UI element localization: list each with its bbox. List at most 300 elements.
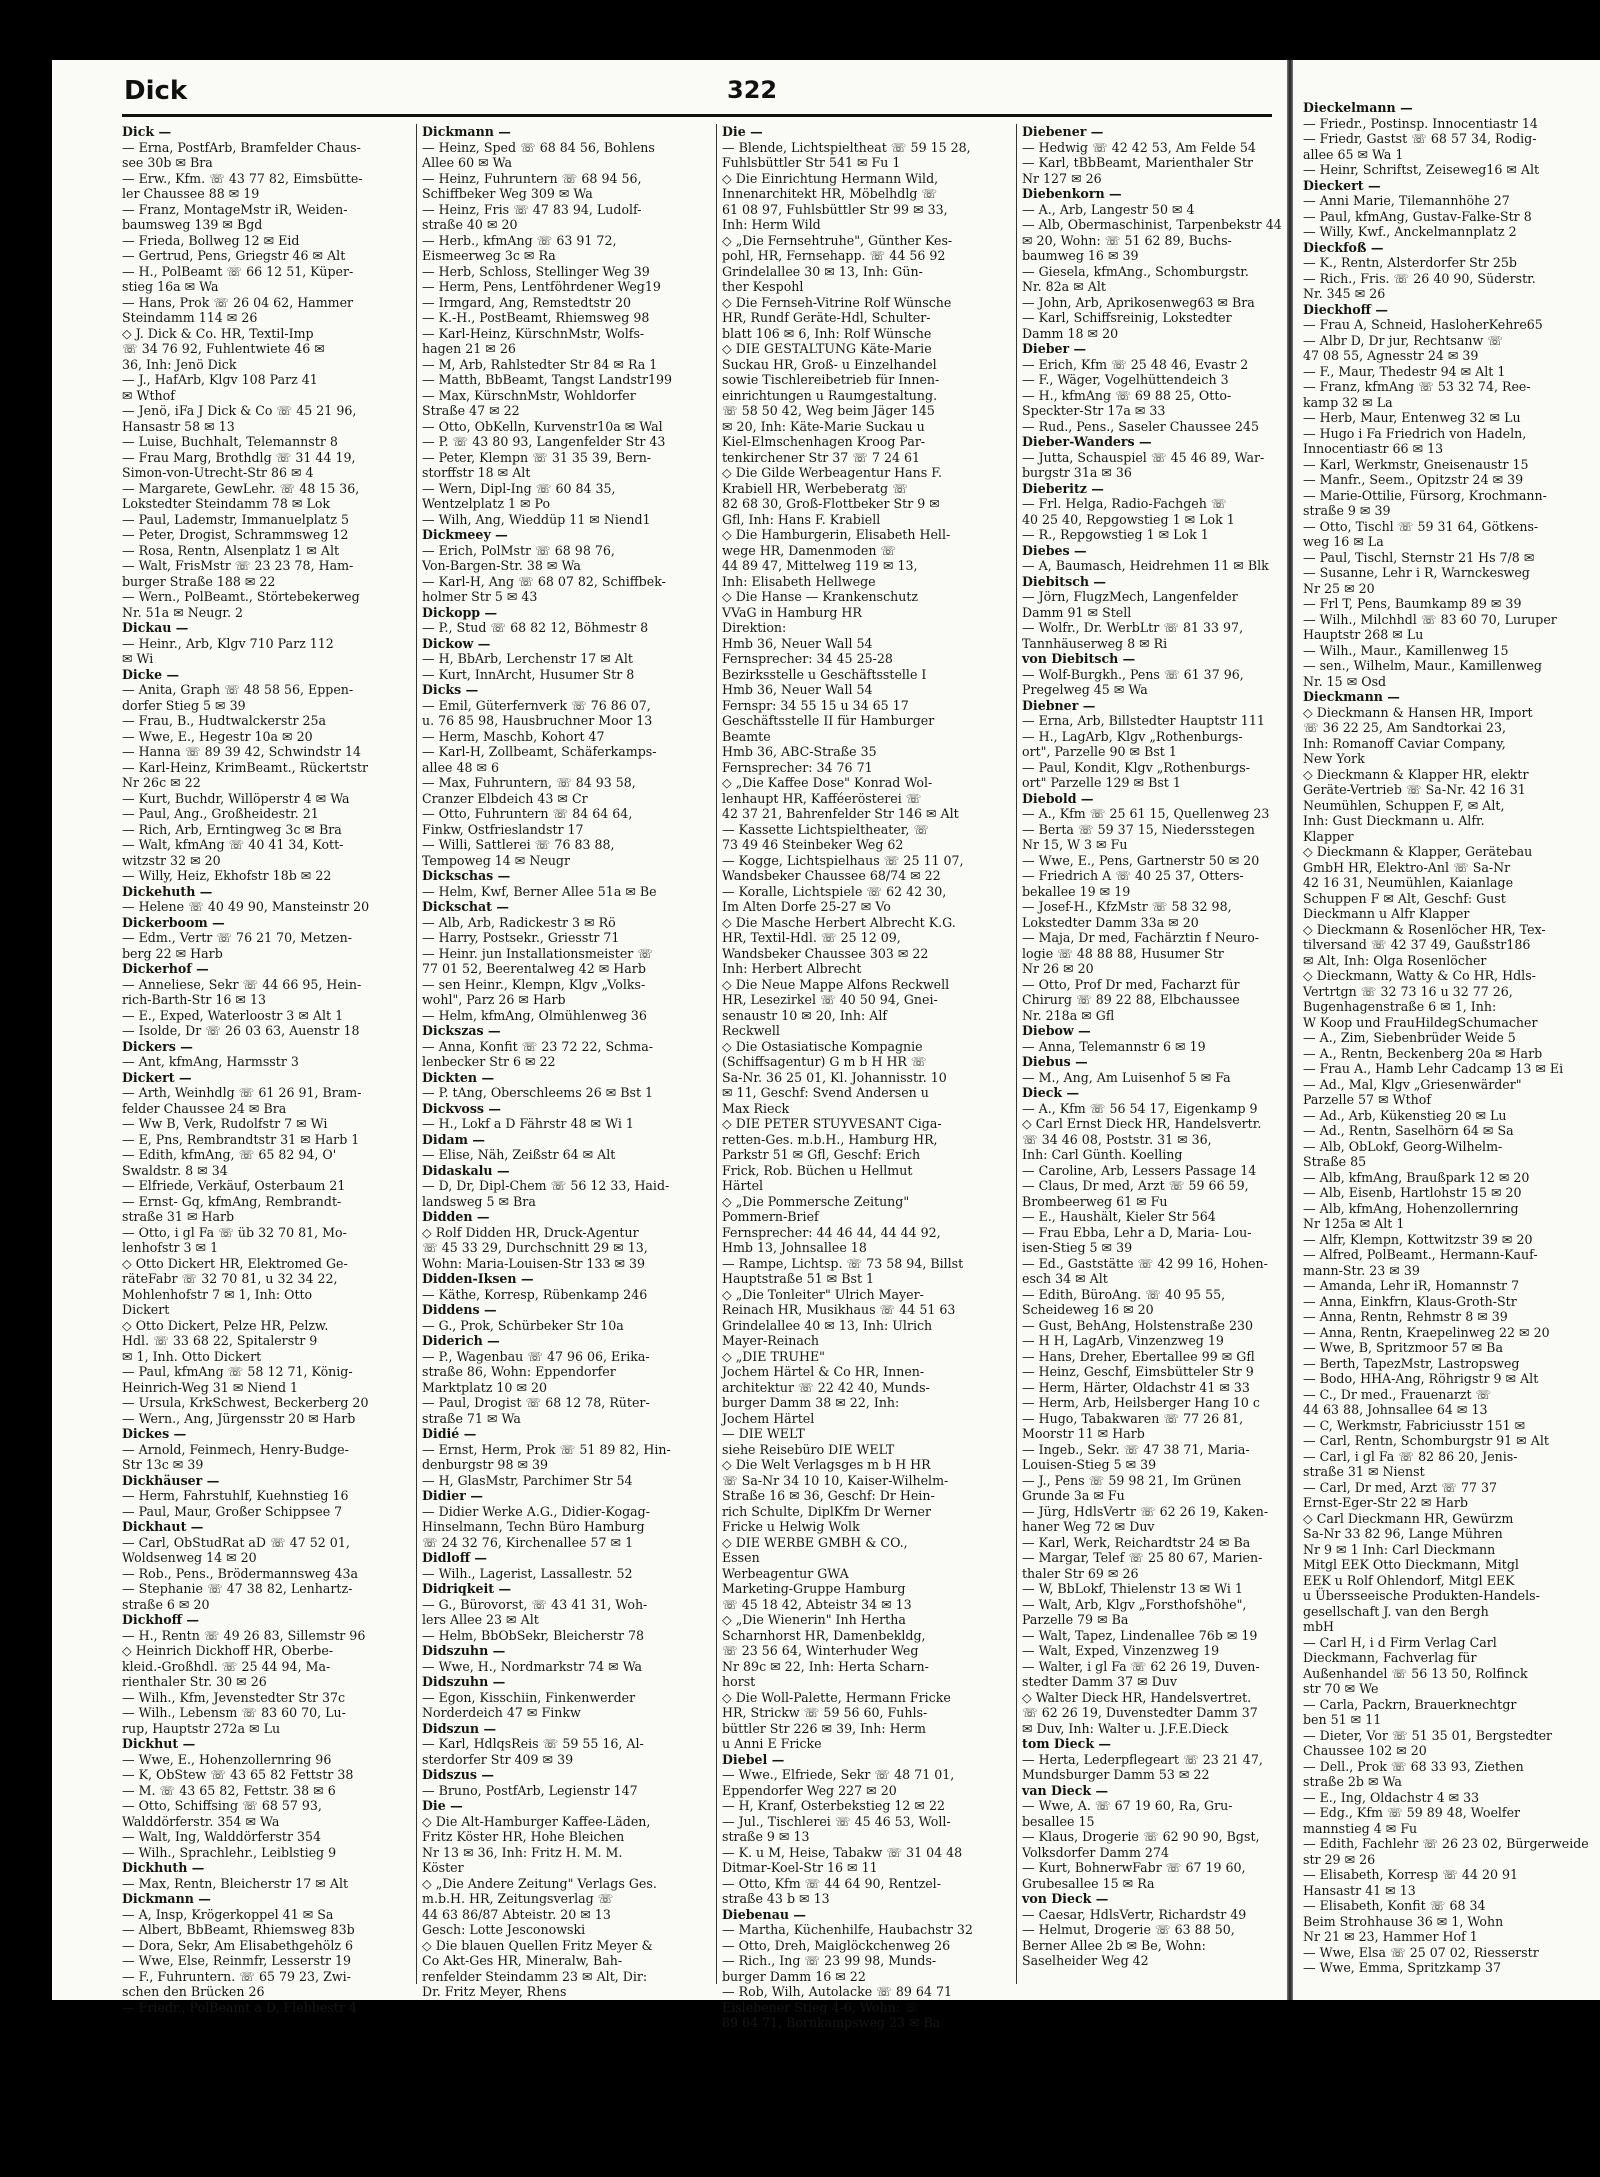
directory-line: ◇ Die Fernseh-Vitrine Rolf Wünsche xyxy=(722,294,952,310)
directory-line: ☏ 23 56 64, Winterhuder Weg xyxy=(722,1643,919,1658)
directory-line: tom Dieck — xyxy=(1022,1736,1112,1751)
directory-line: ther Kespohl xyxy=(722,279,804,294)
directory-line: lenhofstr 3 ✉ 1 xyxy=(122,1240,219,1255)
directory-line: GmbH HR, Elektro-Anl ☏ Sa-Nr xyxy=(1303,859,1511,875)
directory-line: — Otto, Tischl ☏ 59 31 64, Götkens- xyxy=(1303,518,1539,534)
directory-line: — Rich, Arb, Erntingweg 3c ✉ Bra xyxy=(122,821,342,837)
directory-line: horst xyxy=(722,1674,756,1689)
directory-line: EEK u Rolf Ohlendorf, Mitgl EEK xyxy=(1303,1572,1515,1588)
directory-line: hagen 21 ✉ 26 xyxy=(422,341,516,356)
directory-line: — F., Maur, Thedestr 94 ✉ Alt 1 xyxy=(1303,363,1506,379)
directory-line: — A., Kfm ☏ 56 54 17, Eigenkamp 9 xyxy=(1022,1100,1258,1116)
directory-line: — Frau A., Hamb Lehr Cadcamp 13 ✉ Ei xyxy=(1303,1061,1564,1076)
directory-line: — Wern., PolBeamt., Störtebekerweg xyxy=(122,589,360,604)
directory-line: Wentzelplatz 1 ✉ Po xyxy=(422,496,551,511)
directory-line: Inh: Romanoff Caviar Company, xyxy=(1303,735,1506,751)
directory-line: — Rich., Ing ☏ 23 99 98, Munds- xyxy=(722,1953,937,1968)
directory-line: 42 16 31, Neumühlen, Kaianlage xyxy=(1303,875,1514,890)
directory-line: Dickmann — xyxy=(122,1891,211,1906)
directory-line: — Egon, Kisschiin, Finkenwerder xyxy=(422,1689,636,1705)
directory-line: Dickszas — xyxy=(422,1023,501,1038)
directory-line: — Erw., Kfm. ☏ 43 77 82, Eimsbütte- xyxy=(122,170,363,186)
directory-line: — Frau A, Schneid, HasloherKehre65 xyxy=(1303,317,1543,332)
directory-line: Brombeerweg 61 ✉ Fu xyxy=(1022,1193,1168,1209)
directory-line: Dickhuth — xyxy=(122,1860,205,1875)
directory-line: — Helm, kfmAng, Olmühlenweg 36 xyxy=(422,1007,647,1023)
directory-line: — Willy, Kwf., Anckelmannplatz 2 xyxy=(1303,224,1517,239)
directory-line: ◇ Rolf Didden HR, Druck-Agentur xyxy=(422,1224,639,1240)
directory-line: Fernsprecher: 34 45 25-28 xyxy=(722,651,893,666)
directory-line: ◇ Die Einrichtung Hermann Wild, xyxy=(722,170,939,186)
directory-line: ☏ 34 76 92, Fuhlentwiete 46 ✉ xyxy=(122,341,325,356)
directory-line: ◇ Dieckmann & Rosenlöcher HR, Tex- xyxy=(1303,921,1546,937)
directory-line: Vertrtgn ☏ 32 73 16 u 32 77 26, xyxy=(1303,983,1513,999)
directory-line: — Wolfr., Dr. WerbLtr ☏ 81 33 97, xyxy=(1022,620,1244,635)
directory-line: — E., Exped, Waterloostr 3 ✉ Alt 1 xyxy=(122,1007,344,1023)
directory-line: ◇ „Die Tonleiter" Ulrich Mayer- xyxy=(722,1286,924,1302)
directory-line: Nr 13 ✉ 36, Inh: Fritz H. M. M. xyxy=(422,1844,623,1860)
directory-line: ◇ Die Woll-Palette, Hermann Fricke xyxy=(722,1689,951,1705)
directory-line: — Wwe., Elfriede, Sekr ☏ 48 71 01, xyxy=(722,1767,955,1782)
directory-line: — P., Stud ☏ 68 82 12, Böhmestr 8 xyxy=(422,620,649,635)
directory-line: — Ad., Rentn, Saselhörn 64 ✉ Sa xyxy=(1303,1123,1514,1138)
directory-line: architektur ☏ 22 42 40, Munds- xyxy=(722,1379,930,1395)
directory-line: — Willi, Sattlerei ☏ 76 83 88, xyxy=(422,837,615,852)
directory-line: — Friedr, Gastst ☏ 68 57 34, Rodig- xyxy=(1303,131,1537,146)
directory-line: — Otto, Schiffsing ☏ 68 57 93, xyxy=(122,1798,322,1813)
directory-line: Didloff — xyxy=(422,1550,488,1565)
directory-line: Neumühlen, Schuppen F, ✉ Alt, xyxy=(1303,797,1505,813)
directory-line: einrichtungen u Raumgestaltung. xyxy=(722,387,938,403)
directory-line: bekallee 19 ✉ 19 xyxy=(1022,883,1131,899)
directory-line: — Maja, Dr med, Fachärztin f Neuro- xyxy=(1022,930,1260,945)
directory-line: — sen., Wilhelm, Maur., Kamillenweg xyxy=(1303,658,1542,673)
directory-line: Pregelweg 45 ✉ Wa xyxy=(1022,682,1148,697)
directory-line: — Caesar, HdlsVertr, Richardstr 49 xyxy=(1022,1906,1247,1922)
directory-line: Gfl, Inh: Hans F. Krabiell xyxy=(722,511,881,527)
directory-line: — Kassette Lichtspieltheater, ☏ xyxy=(722,821,930,837)
directory-line: — Rosa, Rentn, Alsenplatz 1 ✉ Alt xyxy=(122,542,340,558)
directory-line: — Otto, Dreh, Maiglöckchenweg 26 xyxy=(722,1937,951,1953)
directory-line: — Karl-Heinz, KürschnMstr, Wolfs- xyxy=(422,325,645,341)
directory-line: ☏ Sa-Nr 34 10 10, Kaiser-Wilhelm- xyxy=(722,1472,949,1488)
directory-line: Wandsbeker Chaussee 68/74 ✉ 22 xyxy=(722,868,941,883)
directory-line: ☏ 24 32 76, Kirchenallee 57 ✉ 1 xyxy=(422,1534,634,1550)
directory-line: Jochem Härtel xyxy=(722,1410,815,1426)
directory-line: — Wwe, A. ☏ 67 19 60, Ra, Gru- xyxy=(1022,1798,1233,1813)
directory-line: Dickow — xyxy=(422,635,491,651)
directory-line: mannstieg 4 ✉ Fu xyxy=(1303,1820,1418,1836)
directory-line: 44 89 47, Mittelweg 119 ✉ 13, xyxy=(722,558,918,573)
directory-line: — Erna, PostfArb, Bramfelder Chaus- xyxy=(122,139,361,155)
directory-line: Scheideweg 16 ✉ 20 xyxy=(1022,1302,1154,1317)
directory-line: — Helene ☏ 40 49 90, Mansteinstr 20 xyxy=(122,899,370,914)
directory-line: Köster xyxy=(422,1860,464,1875)
directory-line: Dickehuth — xyxy=(122,883,213,899)
directory-line: Fritz Köster HR, Hohe Bleichen xyxy=(422,1829,625,1844)
directory-line: — Walt, FrisMstr ☏ 23 23 78, Ham- xyxy=(122,558,354,573)
directory-line: — Wwe, Emma, Spritzkamp 37 xyxy=(1303,1960,1501,1975)
book-page-left xyxy=(52,60,1287,2030)
directory-line: — F., Fuhruntern. ☏ 65 79 23, Zwi- xyxy=(122,1968,351,1984)
directory-line: denburgstr 98 ✉ 39 xyxy=(422,1457,549,1472)
directory-line: — Alb, kfmAng, Braußpark 12 ✉ 20 xyxy=(1303,1169,1530,1185)
directory-line: ◇ DIE GESTALTUNG Käte-Marie xyxy=(722,341,932,356)
directory-line: — Otto, ObKelln, Kurvenstr10a ✉ Wal xyxy=(422,418,663,434)
directory-line: Inh: Carl Günth. Koelling xyxy=(1022,1147,1183,1162)
directory-line: — Bodo, HHA-Ang, Röhrigstr 9 ✉ Alt xyxy=(1303,1371,1539,1386)
directory-line: weg 16 ✉ La xyxy=(1303,534,1384,549)
directory-line: — C, Werkmstr, Fabriciusstr 151 ✉ xyxy=(1303,1417,1526,1433)
directory-line: Dickmann — xyxy=(422,124,511,139)
directory-line: — A., Arb, Langestr 50 ✉ 4 xyxy=(1022,201,1195,217)
directory-line: — Paul, Tischl, Sternstr 21 Hs 7/8 ✉ xyxy=(1303,549,1535,565)
directory-line: Cranzer Elbdeich 43 ✉ Cr xyxy=(422,790,588,806)
directory-line: — Wwe, E., Hegestr 10a ✉ 20 xyxy=(122,728,313,744)
directory-line: — Alb, ObLokf, Georg-Wilhelm- xyxy=(1303,1138,1503,1154)
directory-line: mbH xyxy=(1303,1619,1334,1634)
directory-line: — Jürg, HdlsVertr ☏ 62 26 19, Kaken- xyxy=(1022,1503,1269,1519)
directory-line: ◇ Die Masche Herbert Albrecht K.G. xyxy=(722,914,956,930)
directory-line: — Herb, Schloss, Stellinger Weg 39 xyxy=(422,263,650,279)
directory-line: ☏ 36 22 25, Am Sandtorkai 23, xyxy=(1303,720,1507,735)
directory-line: — Alfr, Klempn, Kottwitzstr 39 ✉ 20 xyxy=(1303,1231,1533,1247)
directory-line: stieg 16a ✉ Wa xyxy=(122,279,219,294)
directory-line: räteFabr ☏ 32 70 81, u 32 34 22, xyxy=(122,1271,338,1286)
directory-line: Nr. 345 ✉ 26 xyxy=(1303,286,1386,301)
directory-line: — E, Pns, Rembrandtstr 31 ✉ Harb 1 xyxy=(122,1131,360,1147)
directory-line: str 70 ✉ We xyxy=(1303,1681,1379,1696)
directory-line: Speckter-Str 17a ✉ 33 xyxy=(1022,403,1166,418)
directory-line: esch 34 ✉ Alt xyxy=(1022,1271,1108,1286)
directory-line: — Ad., Mal, Klgv „Griesenwärder" xyxy=(1303,1076,1522,1092)
directory-line: Inh: Herbert Albrecht xyxy=(722,961,862,976)
directory-line: — Alb, kfmAng, Hohenzollernring xyxy=(1303,1200,1519,1216)
directory-line: — Rud., Pens., Saseler Chaussee 245 xyxy=(1022,418,1259,434)
directory-line: u. 76 85 98, Hausbruchner Moor 13 xyxy=(422,713,653,728)
directory-line: 73 49 46 Steinbeker Weg 62 xyxy=(722,837,904,852)
directory-line: — Edith, Fachlehr ☏ 26 23 02, Bürgerweide xyxy=(1303,1836,1589,1851)
directory-line: blatt 106 ✉ 6, Inh: Rolf Wünsche xyxy=(722,325,932,341)
directory-line: ort", Parzelle 90 ✉ Bst 1 xyxy=(1022,744,1177,759)
directory-line: — Wwe, H., Nordmarkstr 74 ✉ Wa xyxy=(422,1658,643,1674)
directory-line: — sen Heinr., Klempn, Klgv „Volks- xyxy=(422,976,646,992)
directory-line: Hansastr 58 ✉ 13 xyxy=(122,418,235,434)
directory-line: — Anna, Konfit ☏ 23 72 22, Schma- xyxy=(422,1038,653,1054)
directory-line: straße 43 b ✉ 13 xyxy=(722,1891,830,1906)
directory-line: — M, Arb, Rahlstedter Str 84 ✉ Ra 1 xyxy=(422,356,658,372)
directory-line: Allee 60 ✉ Wa xyxy=(422,155,513,170)
directory-line: Dickerhof — xyxy=(122,961,209,976)
directory-line: — K. u M, Heise, Tabakw ☏ 31 04 48 xyxy=(722,1844,963,1860)
directory-line: ☏ 58 50 42, Weg beim Jäger 145 xyxy=(722,403,935,418)
directory-line: Diebel — xyxy=(722,1751,785,1767)
directory-line: Chaussee 102 ✉ 20 xyxy=(1303,1743,1427,1758)
directory-line: — Didier Werke A.G., Didier-Kogag- xyxy=(422,1503,650,1519)
directory-line: — R., Repgowstieg 1 ✉ Lok 1 xyxy=(1022,527,1209,542)
directory-line: tenkirchener Str 37 ☏ 7 24 61 xyxy=(722,449,921,465)
directory-line: allee 48 ✉ 6 xyxy=(422,759,500,775)
directory-line: ◇ Die blauen Quellen Fritz Meyer & xyxy=(422,1937,653,1953)
page-number: 322 xyxy=(727,76,778,104)
directory-line: — Herm, Härter, Oldachstr 41 ✉ 33 xyxy=(1022,1379,1250,1395)
directory-line: — Rob., Pens., Brödermannsweg 43a xyxy=(122,1565,359,1581)
directory-line: Mohlenhofstr 7 ✉ 1, Inh: Otto xyxy=(122,1286,313,1302)
directory-line: Didié — xyxy=(422,1426,477,1441)
directory-line: — Paul, Ang., Großheidestr. 21 xyxy=(122,806,319,821)
directory-line: gesellschaft J. van den Bergh xyxy=(1303,1603,1489,1619)
directory-line: Diebes — xyxy=(1022,542,1087,558)
directory-line: — Anna, Telemannstr 6 ✉ 19 xyxy=(1022,1038,1206,1054)
directory-line: Dickerboom — xyxy=(122,914,225,930)
directory-line: sterdorfer Str 409 ✉ 39 xyxy=(422,1751,574,1767)
directory-line: felder Chaussee 24 ✉ Bra xyxy=(122,1100,287,1116)
directory-line: senaustr 10 ✉ 20, Inh: Alf xyxy=(722,1007,888,1023)
directory-line: Marktplatz 10 ✉ 20 xyxy=(422,1379,548,1395)
directory-line: — Heinr., Arb, Klgv 710 Parz 112 xyxy=(122,635,334,651)
directory-line: Nr 21 ✉ 23, Hammer Hof 1 xyxy=(1303,1929,1478,1944)
directory-line: Grubesallee 15 ✉ Ra xyxy=(1022,1875,1155,1891)
directory-line: straße 9 ✉ 39 xyxy=(1303,503,1391,518)
directory-line: New York xyxy=(1303,751,1365,766)
directory-line: Dieckhoff — xyxy=(1303,301,1388,317)
directory-line: Essen xyxy=(722,1550,760,1565)
directory-line: Nr 25 ✉ 20 xyxy=(1303,580,1375,596)
directory-line: ◇ „Die Wienerin" Inh Hertha xyxy=(722,1612,906,1627)
directory-line: ◇ Otto Dickert HR, Elektromed Ge- xyxy=(122,1255,348,1271)
directory-line: 40 25 40, Repgowstieg 1 ✉ Lok 1 xyxy=(1022,511,1235,527)
directory-line: Max Rieck xyxy=(722,1100,790,1116)
directory-line: — Heinr. jun Installationsmeister ☏ xyxy=(422,945,654,961)
directory-line: rich Schulte, DiplKfm Dr Werner xyxy=(722,1503,931,1519)
directory-line: — Carl, Rentn, Schomburgstr 91 ✉ Alt xyxy=(1303,1433,1549,1448)
directory-line: — Ed., Gaststätte ☏ 42 99 16, Hohen- xyxy=(1022,1255,1268,1271)
directory-line: — Karl-H, Ang ☏ 68 07 82, Schiffbek- xyxy=(422,573,666,589)
directory-line: Diddens — xyxy=(422,1302,497,1317)
directory-line: — Frl. Helga, Radio-Fachgeh ☏ xyxy=(1022,496,1227,511)
directory-line: Hinselmann, Techn Büro Hamburg xyxy=(422,1519,645,1534)
directory-line: — Anna, Rentn, Kraepelinweg 22 ✉ 20 xyxy=(1303,1324,1550,1340)
directory-line: Marketing-Gruppe Hamburg xyxy=(722,1581,906,1596)
directory-line: — F., Wäger, Vogelhüttendeich 3 xyxy=(1022,372,1229,387)
directory-line: Scharnhorst HR, Damenbekldg, xyxy=(722,1627,926,1643)
directory-line: — Walt, kfmAng ☏ 40 41 34, Kott- xyxy=(122,837,344,852)
directory-line: Dickmeey — xyxy=(422,527,508,542)
directory-line: ◇ DIE PETER STUYVESANT Ciga- xyxy=(722,1116,942,1131)
directory-line: — Hans, Prok ☏ 26 04 62, Hammer xyxy=(122,294,354,310)
directory-line: Frick, Rob. Büchen u Hellmut xyxy=(722,1162,913,1178)
directory-line: Didden-Iksen — xyxy=(422,1271,534,1286)
directory-line: Damm 91 ✉ Stell xyxy=(1022,604,1132,620)
directory-line: — Walt, Ing, Walddörferstr 354 xyxy=(122,1829,322,1844)
directory-line: Dicks — xyxy=(422,682,479,697)
directory-line: — Josef-H., KfzMstr ☏ 58 32 98, xyxy=(1022,899,1232,914)
directory-line: Hmb 36, ABC-Straße 35 xyxy=(722,744,877,759)
directory-line: — Dieter, Vor ☏ 51 35 01, Bergstedter xyxy=(1303,1727,1553,1743)
directory-line: Didszuhn — xyxy=(422,1674,506,1689)
directory-line: ◇ J. Dick & Co. HR, Textil-Imp xyxy=(122,325,314,341)
directory-line: — K, ObStew ☏ 43 65 82 Fettstr 38 xyxy=(122,1767,354,1782)
directory-line: Nr 127 ✉ 26 xyxy=(1022,170,1102,186)
directory-line: haner Weg 72 ✉ Duv xyxy=(1022,1519,1155,1534)
directory-line: Lokstedter Steindamm 78 ✉ Lok xyxy=(122,496,331,511)
directory-line: Co Akt-Ges HR, Mineralw, Bah- xyxy=(422,1953,623,1968)
directory-line: Didier — xyxy=(422,1488,483,1503)
directory-line: — P. tAng, Oberschleems 26 ✉ Bst 1 xyxy=(422,1085,654,1100)
directory-line: — Luise, Buchhalt, Telemannstr 8 xyxy=(122,434,338,449)
directory-line: — Heinz, Geschf, Eimsbütteler Str 9 xyxy=(1022,1364,1254,1379)
directory-line: 42 37 21, Bahrenfelder Str 146 ✉ Alt xyxy=(722,806,959,821)
directory-line: — Karl-Heinz, KrimBeamt., Rückertstr xyxy=(122,759,369,775)
directory-line: — Marie-Ottilie, Fürsorg, Krochmann- xyxy=(1303,487,1547,503)
directory-line: Eismeerweg 3c ✉ Ra xyxy=(422,248,556,263)
directory-line: ✉ Wthof xyxy=(122,387,175,403)
directory-line: logie ☏ 48 88 88, Husumer Str xyxy=(1022,945,1224,961)
directory-line: Mitgl EEK Otto Dieckmann, Mitgl xyxy=(1303,1557,1519,1572)
directory-line: — Carl, ObStudRat aD ☏ 47 52 01, xyxy=(122,1534,350,1550)
directory-line: — Peter, Drogist, Schrammsweg 12 xyxy=(122,527,349,542)
directory-line: straße 2b ✉ Wa xyxy=(1303,1774,1402,1789)
directory-line: — Gust, BehAng, Holstenstraße 230 xyxy=(1022,1317,1254,1333)
directory-line: — Friedr., PolBeamt a D, Flebbestr 4 xyxy=(122,1999,357,2015)
directory-line: Dickhäuser — xyxy=(122,1472,220,1488)
directory-line: — Karl-H, Zollbeamt, Schäferkamps- xyxy=(422,744,657,759)
directory-line: — Arth, Weinhdlg ☏ 61 26 91, Bram- xyxy=(122,1085,362,1100)
directory-line: — Hans, Dreher, Ebertallee 99 ✉ Gfl xyxy=(1022,1348,1255,1364)
directory-line: — Wilh., Lagerist, Lassallestr. 52 xyxy=(422,1565,633,1581)
directory-line: HR, Lesezirkel ☏ 40 50 94, Gnei- xyxy=(722,992,938,1007)
directory-line: Simon-von-Utrecht-Str 86 ✉ 4 xyxy=(122,465,314,480)
directory-line: — K., Rentn, Alsterdorfer Str 25b xyxy=(1303,255,1517,270)
directory-line: ◇ Die Welt Verlagsges m b H HR xyxy=(722,1457,931,1472)
directory-line: Wandsbeker Chaussee 303 ✉ 22 xyxy=(722,945,929,961)
directory-line: ◇ Die Hanse — Krankenschutz xyxy=(722,589,919,604)
directory-line: lenbecker Str 6 ✉ 22 xyxy=(422,1054,556,1069)
directory-line: Dickes — xyxy=(122,1426,187,1441)
directory-line: Diebold — xyxy=(1022,790,1094,806)
directory-line: — Ww B, Verk, Rudolfstr 7 ✉ Wi xyxy=(122,1116,328,1131)
directory-column-5 xyxy=(1303,100,1599,1980)
directory-line: — Carla, Packrn, Brauerknechtgr xyxy=(1303,1696,1517,1712)
directory-line: — Paul, Kondit, Klgv „Rothenburgs- xyxy=(1022,759,1250,775)
directory-line: W Koop und FrauHildegSchumacher xyxy=(1303,1014,1538,1030)
directory-line: Außenhandel ☏ 56 13 50, Rolfinck xyxy=(1303,1665,1528,1681)
directory-line: — Wolf-Burgkh., Pens ☏ 61 37 96, xyxy=(1022,666,1244,682)
directory-line: Dickschat — xyxy=(422,899,509,914)
directory-line: Volksdorfer Damm 274 xyxy=(1022,1844,1169,1860)
book-page-right xyxy=(1293,60,1600,2000)
directory-line: — Franz, MontageMstr iR, Weiden- xyxy=(122,201,348,217)
column-divider xyxy=(416,124,417,1984)
directory-line: ◇ „DIE TRUHE" xyxy=(722,1348,825,1364)
directory-line: — Kurt, BohnerwFabr ☏ 67 19 60, xyxy=(1022,1860,1246,1875)
directory-line: Straße 85 xyxy=(1303,1154,1367,1169)
directory-line: Sa-Nr. 36 25 01, Kl. Johannisstr. 10 xyxy=(722,1069,947,1085)
directory-line: Reckwell xyxy=(722,1023,780,1038)
directory-line: HR, Strickw ☏ 59 56 60, Fuhls- xyxy=(722,1705,928,1720)
directory-line: — Margarete, GewLehr. ☏ 48 15 36, xyxy=(122,480,360,496)
directory-line: Dick — xyxy=(122,124,172,139)
directory-line: straße 40 ✉ 20 xyxy=(422,217,518,232)
directory-line: — Helm, Kwf, Berner Allee 51a ✉ Be xyxy=(422,883,657,899)
directory-line: Dickopp — xyxy=(422,604,498,620)
directory-line: — Karl, Werkmstr, Gneisenaustr 15 xyxy=(1303,456,1529,472)
directory-line: Swaldstr. 8 ✉ 34 xyxy=(122,1162,228,1178)
directory-line: — Jul., Tischlerei ☏ 45 46 53, Woll- xyxy=(722,1813,951,1829)
directory-line: ◇ „Die Pommersche Zeitung" xyxy=(722,1193,910,1209)
directory-line: Dickhoff — xyxy=(122,1612,199,1627)
directory-line: — Otto, i gl Fa ☏ üb 32 70 81, Mo- xyxy=(122,1224,347,1240)
directory-line: — Anita, Graph ☏ 48 58 56, Eppen- xyxy=(122,682,354,697)
directory-line: — Ingeb., Sekr. ☏ 47 38 71, Maria- xyxy=(1022,1441,1250,1457)
directory-line: — Kogge, Lichtspielhaus ☏ 25 11 07, xyxy=(722,852,964,868)
directory-line: Dickhut — xyxy=(122,1736,196,1751)
directory-line: Gesch: Lotte Jesconowski xyxy=(422,1922,586,1937)
directory-column-3 xyxy=(722,124,1010,2030)
directory-line: — J., HafArb, Klgv 108 Parz 41 xyxy=(122,372,318,387)
directory-line: — Herta, Lederpflegeart ☏ 23 21 47, xyxy=(1022,1751,1263,1767)
directory-line: — Kurt, Buchdr, Willöperstr 4 ✉ Wa xyxy=(122,790,350,806)
directory-line: — Wwe, B, Spritzmoor 57 ✉ Ba xyxy=(1303,1340,1503,1355)
directory-line: HR, Rundf Geräte-Hdl, Schulter- xyxy=(722,310,931,325)
directory-line: — Hugo i Fa Friedrich von Hadeln, xyxy=(1303,425,1527,441)
directory-line: — Wilh., Maur., Kamillenweg 15 xyxy=(1303,642,1509,658)
directory-line: — Frau, B., Hudtwalckerstr 25a xyxy=(122,713,327,728)
directory-line: lers Allee 23 ✉ Alt xyxy=(422,1612,539,1627)
directory-line: — Helm, BbObSekr, Bleicherstr 78 xyxy=(422,1627,645,1643)
directory-line: straße 31 ✉ Harb xyxy=(122,1209,235,1224)
directory-line: 77 01 52, Beerentalweg 42 ✉ Harb xyxy=(422,961,646,976)
directory-line: retten-Ges. m.b.H., Hamburg HR, xyxy=(722,1131,938,1147)
directory-line: — Franz, kfmAng ☏ 53 32 74, Ree- xyxy=(1303,379,1531,394)
directory-line: Didszus — xyxy=(422,1767,494,1782)
directory-line: Diebow — xyxy=(1022,1023,1091,1038)
directory-line: — Isolde, Dr ☏ 26 03 63, Auenstr 18 xyxy=(122,1023,360,1038)
directory-line: — Dora, Sekr, Am Elisabethgehölz 6 xyxy=(122,1937,353,1953)
directory-line: ◇ Dieckmann & Klapper, Gerätebau xyxy=(1303,844,1533,859)
directory-line: Grunde 3a ✉ Fu xyxy=(1022,1488,1125,1503)
directory-line: — Herb., kfmAng ☏ 63 91 72, xyxy=(422,232,617,248)
directory-line: — Carl H, i d Firm Verlag Carl xyxy=(1303,1634,1497,1650)
directory-line: — Berta ☏ 59 37 15, Niedersstegen xyxy=(1022,821,1255,837)
directory-line: Diderich — xyxy=(422,1333,500,1348)
directory-line: — Herm, Fahrstuhlf, Kuehnstieg 16 xyxy=(122,1488,349,1503)
directory-line: Eislebener Stieg 4-6, Wohn: ☏ xyxy=(722,1999,920,2015)
directory-line: Finkw, Ostfrieslandstr 17 xyxy=(422,821,584,837)
directory-line: — M., Ang, Am Luisenhof 5 ✉ Fa xyxy=(1022,1069,1231,1085)
directory-line: Nr 125a ✉ Alt 1 xyxy=(1303,1216,1405,1231)
directory-line: Dickten — xyxy=(422,1069,495,1085)
directory-line: — P., Wagenbau ☏ 47 96 06, Erika- xyxy=(422,1348,650,1364)
directory-line: — Heinr, Schriftst, Zeiseweg16 ✉ Alt xyxy=(1303,162,1540,177)
directory-line: Schiffbeker Weg 309 ✉ Wa xyxy=(422,186,593,201)
directory-line: — John, Arb, Aprikosenweg63 ✉ Bra xyxy=(1022,294,1255,310)
directory-line: Sa-Nr 33 82 96, Lange Mühren xyxy=(1303,1526,1503,1541)
directory-line: witzstr 32 ✉ 20 xyxy=(122,852,221,868)
directory-line: — W, BbLokf, Thielenstr 13 ✉ Wi 1 xyxy=(1022,1581,1243,1596)
directory-line: — Karl, tBbBeamt, Marienthaler Str xyxy=(1022,155,1254,170)
directory-line: straße 86, Wohn: Eppendorfer xyxy=(422,1364,616,1379)
directory-line: — K.-H., PostBeamt, Rhiemsweg 98 xyxy=(422,310,650,325)
directory-line: — H., Lokf a D Fährstr 48 ✉ Wi 1 xyxy=(422,1116,634,1131)
directory-line: — Harry, Postsekr., Griesstr 71 xyxy=(422,930,620,945)
directory-line: von Diebitsch — xyxy=(1022,651,1136,666)
directory-line: — Hanna ☏ 89 39 42, Schwindstr 14 xyxy=(122,744,362,759)
directory-line: — H H, LagArb, Vinzenzweg 19 xyxy=(1022,1333,1224,1348)
directory-line: stedter Damm 37 ✉ Duv xyxy=(1022,1674,1177,1689)
directory-line: ◇ Carl Dieckmann HR, Gewürzm xyxy=(1303,1510,1514,1526)
directory-line: siehe Reisebüro DIE WELT xyxy=(722,1441,895,1457)
